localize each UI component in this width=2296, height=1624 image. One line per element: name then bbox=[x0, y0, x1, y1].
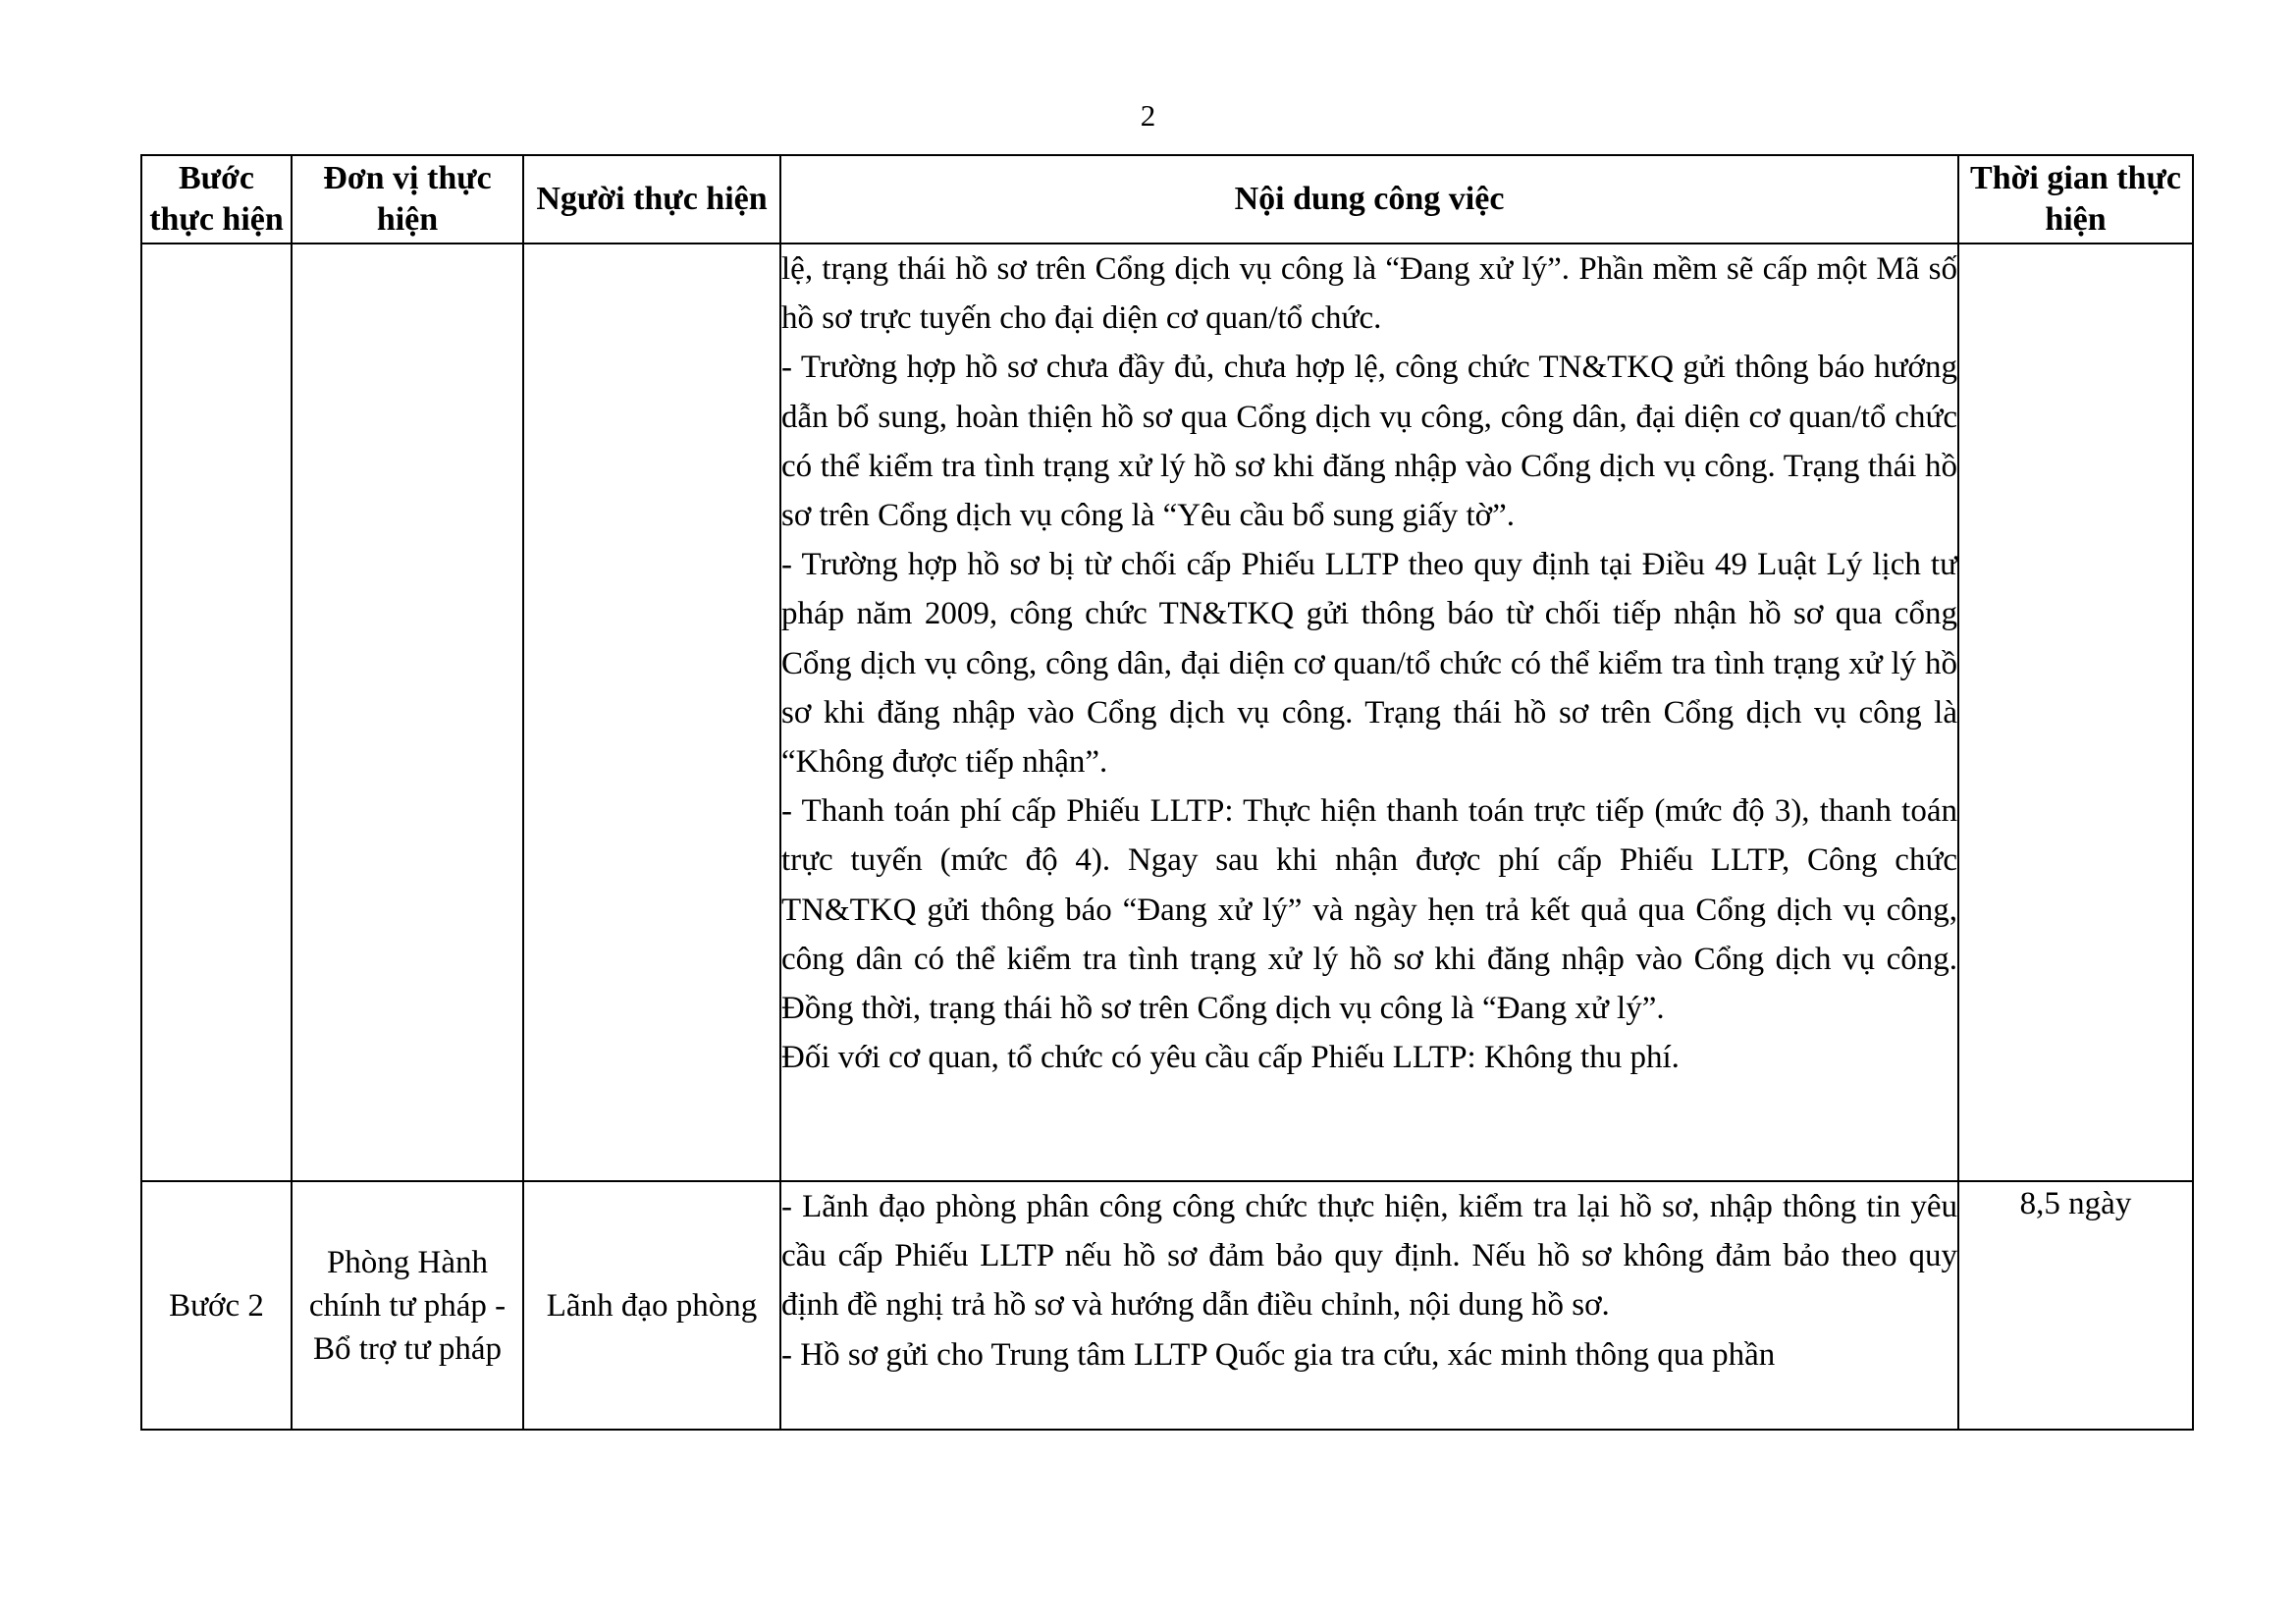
header-time: Thời gian thực hiện bbox=[1958, 155, 2193, 244]
cell-unit bbox=[292, 244, 523, 1181]
cell-time: 8,5 ngày bbox=[1958, 1181, 2193, 1430]
procedure-table bbox=[140, 154, 2194, 1431]
header-unit: Đơn vị thực hiện bbox=[292, 155, 523, 244]
cell-time bbox=[1958, 244, 2193, 1181]
content-paragraph: - Hồ sơ gửi cho Trung tâm LLTP Quốc gia tra cứu, xác minh thông qua phần bbox=[781, 1336, 1776, 1373]
header-content: Nội dung công việc bbox=[780, 155, 1958, 244]
table-row bbox=[141, 244, 2193, 1181]
content-paragraph: - Trường hợp hồ sơ chưa đầy đủ, chưa hợp lệ, công chức TN&TKQ gửi thông báo hướng dẫn bổ sung, hoàn thiện hồ sơ qua Cổng dịch vụ công, công dân, đại diện cơ quan/tổ chức có thể kiểm tra tình trạng xử lý hồ sơ khi đăng nhập vào Cổng dịch vụ công. Trạng thái hồ sơ trên Cổng dịch vụ công là “Yêu cầu bổ sung giấy tờ”. bbox=[781, 350, 1957, 534]
cell-step: Bước 2 bbox=[141, 1181, 292, 1430]
cell-unit: Phòng Hành chính tư pháp - Bổ trợ tư pháp bbox=[292, 1181, 523, 1430]
content-paragraph: - Trường hợp hồ sơ bị từ chối cấp Phiếu LLTP theo quy định tại Điều 49 Luật Lý lịch tư pháp năm 2009, công chức TN&TKQ gửi thông báo từ chối tiếp nhận hồ sơ qua cổng Cổng dịch vụ công, công dân, đại diện cơ quan/tổ chức có thể kiểm tra tình trạng xử lý hồ sơ khi đăng nhập vào Cổng dịch vụ công. Trạng thái hồ sơ trên Cổng dịch vụ công là “Không được tiếp nhận”. bbox=[781, 547, 1957, 781]
content-paragraph: - Lãnh đạo phòng phân công công chức thực hiện, kiểm tra lại hồ sơ, nhập thông tin yêu cầu cấp Phiếu LLTP nếu hồ sơ đảm bảo quy định. Nếu hồ sơ không đảm bảo theo quy định đề nghị trả hồ sơ và hướng dẫn điều chỉnh, nội dung hồ sơ. bbox=[781, 1189, 1957, 1324]
cell-step bbox=[141, 244, 292, 1181]
header-person: Người thực hiện bbox=[523, 155, 780, 244]
cell-person: Lãnh đạo phòng bbox=[523, 1181, 780, 1430]
cell-content bbox=[780, 1181, 1958, 1430]
page-number: 2 bbox=[1140, 98, 1156, 133]
header-step: Bước thực hiện bbox=[141, 155, 292, 244]
cell-person bbox=[523, 244, 780, 1181]
content-paragraph: Đối với cơ quan, tổ chức có yêu cầu cấp Phiếu LLTP: Không thu phí. bbox=[781, 1040, 1680, 1076]
cell-content bbox=[780, 244, 1958, 1181]
content-paragraph: lệ, trạng thái hồ sơ trên Cổng dịch vụ công là “Đang xử lý”. Phần mềm sẽ cấp một Mã số hồ sơ trực tuyến cho đại diện cơ quan/tổ chức. bbox=[781, 251, 1957, 337]
table-header-row bbox=[141, 155, 2193, 244]
table-row bbox=[141, 1181, 2193, 1430]
content-paragraph: - Thanh toán phí cấp Phiếu LLTP: Thực hiện thanh toán trực tiếp (mức độ 3), thanh toán trực tuyến (mức độ 4). Ngay sau khi nhận được phí cấp Phiếu LLTP, Công chức TN&TKQ gửi thông báo “Đang xử lý” và ngày hẹn trả kết quả qua Cổng dịch vụ công, công dân có thể kiểm tra tình trạng xử lý hồ sơ khi đăng nhập vào Cổng dịch vụ công. Đồng thời, trạng thái hồ sơ trên Cổng dịch vụ công là “Đang xử lý”. bbox=[781, 793, 1957, 1027]
